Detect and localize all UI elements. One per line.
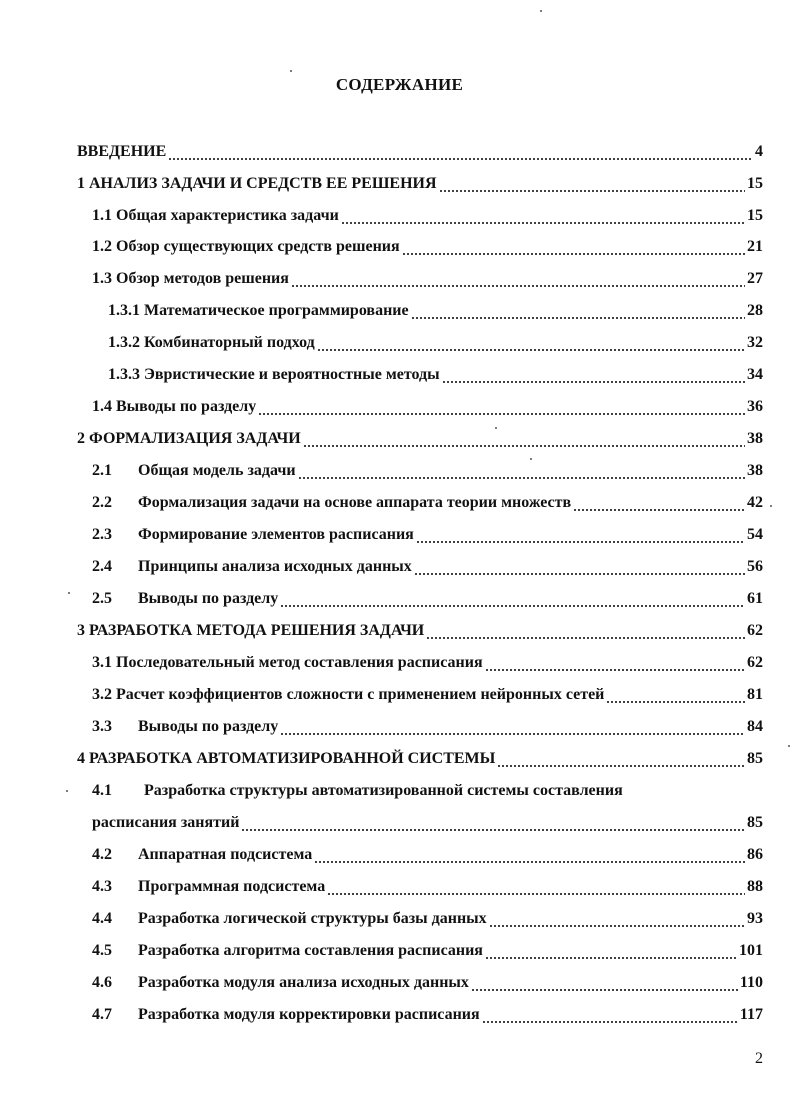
toc-entry-number: 4.5 bbox=[92, 942, 112, 959]
scan-speck bbox=[290, 70, 292, 72]
toc-entry bbox=[77, 621, 763, 641]
dot-leader bbox=[416, 525, 745, 545]
toc-entry-text: Выводы по разделу bbox=[138, 718, 279, 735]
toc-entry bbox=[77, 749, 763, 769]
toc-entry-number: 2.3 bbox=[92, 526, 112, 543]
dot-leader bbox=[442, 365, 745, 385]
toc-entry-page: 32 bbox=[747, 334, 763, 351]
toc-entry bbox=[77, 429, 763, 449]
scan-speck bbox=[540, 10, 542, 12]
toc-entry-text: Общая модель задачи bbox=[138, 462, 296, 479]
dot-leader bbox=[280, 589, 745, 609]
toc-entry-page: 34 bbox=[747, 366, 763, 383]
toc-entry bbox=[92, 397, 763, 417]
toc-entry bbox=[92, 269, 763, 289]
dot-leader bbox=[241, 813, 745, 833]
toc-entry-page: 38 bbox=[747, 430, 763, 447]
toc-entry-number: 4.2 bbox=[92, 846, 112, 863]
toc-entry bbox=[92, 941, 763, 961]
toc-entry-text: 2 ФОРМАЛИЗАЦИЯ ЗАДАЧИ bbox=[77, 430, 301, 447]
toc-entry-number: 2.1 bbox=[92, 462, 112, 479]
toc-entry-text: 1.1 Общая характеристика задачи bbox=[92, 207, 339, 224]
toc-entry-page: 21 bbox=[747, 238, 763, 255]
toc-entry-text: Формализация задачи на основе аппарата теории множеств bbox=[138, 494, 572, 511]
toc-entry-page: 88 bbox=[747, 878, 763, 895]
toc-entry-page: 86 bbox=[747, 846, 763, 863]
toc-entry-text: 1.3.3 Эвристические и вероятностные методы bbox=[108, 366, 440, 383]
toc-entry-page: 110 bbox=[739, 974, 763, 991]
toc-entry-text: 1.3.2 Комбинаторный подход bbox=[108, 334, 315, 351]
dot-leader bbox=[497, 749, 745, 769]
toc-entry-text: Разработка алгоритма составления расписания bbox=[138, 942, 483, 959]
toc-entry-page: 93 bbox=[747, 910, 763, 927]
scan-speck bbox=[788, 745, 790, 747]
toc-entry bbox=[92, 653, 763, 673]
toc-entry-text: расписания занятий bbox=[92, 814, 240, 831]
toc-entry-text: 1 АНАЛИЗ ЗАДАЧИ И СРЕДСТВ ЕЕ РЕШЕНИЯ bbox=[77, 175, 437, 192]
toc-entry-page: 62 bbox=[747, 654, 763, 671]
dot-leader bbox=[314, 845, 745, 865]
toc-entry bbox=[92, 909, 763, 929]
dot-leader bbox=[402, 237, 745, 257]
toc-entry-page: 117 bbox=[739, 1006, 763, 1023]
toc-entry-page: 4 bbox=[755, 143, 763, 160]
dot-leader bbox=[411, 301, 745, 321]
toc-entry bbox=[92, 237, 763, 257]
toc-entry-page: 85 bbox=[747, 814, 763, 831]
dot-leader bbox=[303, 429, 745, 449]
toc-entry-text: 1.3.1 Математическое программирование bbox=[108, 302, 409, 319]
toc-entry-text: 3.2 Расчет коэффициентов сложности с применением нейронных сетей bbox=[92, 686, 605, 703]
toc-entry-page: 62 bbox=[747, 622, 763, 639]
toc-entry-page: 101 bbox=[739, 942, 763, 959]
dot-leader bbox=[485, 941, 737, 961]
toc-entry-page: 27 bbox=[747, 270, 763, 287]
scan-speck bbox=[495, 427, 497, 429]
toc-entry-text: 1.4 Выводы по разделу bbox=[92, 398, 257, 415]
toc-entry-page: 84 bbox=[747, 718, 763, 735]
dot-leader bbox=[317, 333, 745, 353]
dot-leader bbox=[489, 909, 745, 929]
toc-title: СОДЕРЖАНИЕ bbox=[335, 75, 464, 94]
page-number: 2 bbox=[755, 1050, 763, 1067]
toc-entry bbox=[92, 685, 763, 705]
toc-entry bbox=[92, 717, 763, 737]
toc-entry-text: 4 РАЗРАБОТКА АВТОМАТИЗИРОВАННОЙ СИСТЕМЫ bbox=[77, 750, 496, 767]
toc-entry-number: 2.4 bbox=[92, 558, 112, 575]
dot-leader bbox=[439, 174, 745, 194]
toc-entry-text: Формирование элементов расписания bbox=[138, 526, 414, 543]
dot-leader bbox=[291, 269, 745, 289]
dot-leader bbox=[341, 206, 745, 226]
scan-speck bbox=[770, 505, 772, 507]
dot-leader bbox=[168, 142, 753, 162]
toc-entry bbox=[108, 301, 763, 321]
toc-entry bbox=[77, 142, 763, 162]
toc-entry-text: Аппаратная подсистема bbox=[138, 846, 313, 863]
toc-entry-text: 1.2 Обзор существующих средств решения bbox=[92, 238, 400, 255]
toc-entry-text: 3.1 Последовательный метод составления расписания bbox=[92, 654, 483, 671]
toc-entry-page: 42 bbox=[747, 494, 763, 511]
toc-entry-wrapped-first-line bbox=[92, 781, 623, 801]
dot-leader bbox=[298, 461, 745, 481]
toc-entry bbox=[92, 557, 763, 577]
toc-entry-page: 28 bbox=[747, 302, 763, 319]
dot-leader bbox=[573, 493, 745, 513]
toc-entry-text: Разработка логической структуры базы данных bbox=[138, 910, 487, 927]
dot-leader bbox=[327, 877, 745, 897]
toc-entry bbox=[92, 845, 763, 865]
toc-entry-text: Разработка структуры автоматизированной системы составления bbox=[144, 782, 623, 799]
toc-entry bbox=[92, 813, 763, 833]
toc-entry-text: 3 РАЗРАБОТКА МЕТОДА РЕШЕНИЯ ЗАДАЧИ bbox=[77, 622, 425, 639]
dot-leader bbox=[471, 973, 738, 993]
toc-entry bbox=[92, 1005, 763, 1025]
toc-entry-text: Разработка модуля анализа исходных данных bbox=[138, 974, 469, 991]
toc-entry bbox=[92, 589, 763, 609]
dot-leader bbox=[414, 557, 745, 577]
toc-entry-number: 3.3 bbox=[92, 718, 112, 735]
toc-entry-number: 4.6 bbox=[92, 974, 112, 991]
toc-entry-page: 38 bbox=[747, 462, 763, 479]
dot-leader bbox=[258, 397, 745, 417]
toc-entry bbox=[92, 877, 763, 897]
toc-entry-page: 15 bbox=[747, 207, 763, 224]
toc-entry bbox=[92, 206, 763, 226]
toc-entry-text: 1.3 Обзор методов решения bbox=[92, 270, 289, 287]
toc-entry-page: 61 bbox=[747, 590, 763, 607]
scan-speck bbox=[530, 458, 532, 460]
toc-entry bbox=[92, 973, 763, 993]
dot-leader bbox=[485, 653, 745, 673]
toc-entry-page: 85 bbox=[747, 750, 763, 767]
dot-leader bbox=[606, 685, 745, 705]
toc-entry-text: Принципы анализа исходных данных bbox=[138, 558, 412, 575]
toc-entry-page: 81 bbox=[747, 686, 763, 703]
toc-entry-page: 54 bbox=[747, 526, 763, 543]
scan-speck bbox=[68, 592, 70, 594]
dot-leader bbox=[482, 1005, 738, 1025]
toc-entry-text: Программная подсистема bbox=[138, 878, 326, 895]
dot-leader bbox=[280, 717, 745, 737]
toc-entry bbox=[77, 174, 763, 194]
toc-entry-page: 36 bbox=[747, 398, 763, 415]
toc-entry-text: Разработка модуля корректировки расписания bbox=[138, 1006, 480, 1023]
scan-speck bbox=[66, 790, 68, 792]
toc-entry bbox=[108, 333, 763, 353]
toc-entry-number: 2.5 bbox=[92, 590, 112, 607]
toc-entry-number: 4.7 bbox=[92, 1006, 112, 1023]
toc-entry-number: 2.2 bbox=[92, 494, 112, 511]
toc-entry-page: 15 bbox=[747, 175, 763, 192]
toc-entry bbox=[92, 461, 763, 481]
toc-entry bbox=[92, 493, 763, 513]
dot-leader bbox=[426, 621, 745, 641]
toc-entry-number: 4.1 bbox=[92, 782, 112, 799]
toc-entry-page: 56 bbox=[747, 558, 763, 575]
toc-entry-text: Выводы по разделу bbox=[138, 590, 279, 607]
toc-entry-number: 4.3 bbox=[92, 878, 112, 895]
toc-entry bbox=[108, 365, 763, 385]
toc-entry-text: ВВЕДЕНИЕ bbox=[77, 143, 167, 160]
toc-entry bbox=[92, 525, 763, 545]
toc-entry-number: 4.4 bbox=[92, 910, 112, 927]
